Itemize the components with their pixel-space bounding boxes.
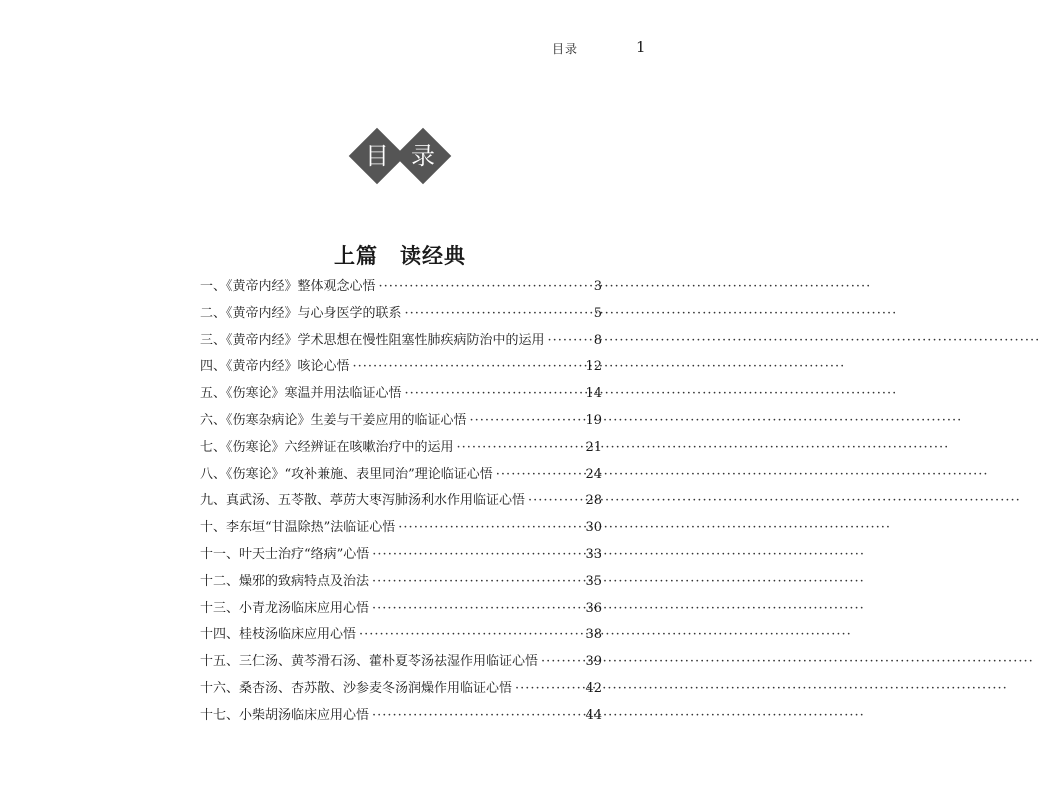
toc-entry[interactable]	[200, 623, 602, 650]
dot-leader	[372, 547, 582, 562]
toc-entry-title: 九、真武汤、五苓散、葶苈大枣泻肺汤利水作用临证心悟	[200, 493, 526, 509]
dot-leader	[470, 413, 583, 428]
toc-entry-title: 四、《黄帝内经》咳论心悟	[200, 359, 350, 375]
section-title: 上篇 读经典	[334, 243, 466, 268]
toc-entry-page: 38	[585, 627, 602, 643]
toc-entry[interactable]	[200, 570, 602, 597]
dot-leader	[359, 627, 582, 642]
dot-leader	[372, 601, 582, 616]
toc-entry-title: 十五、三仁汤、黄芩滑石汤、藿朴夏苓汤祛湿作用临证心悟	[200, 654, 539, 670]
toc-entry-title: 三、《黄帝内经》学术思想在慢性阻塞性肺疾病防治中的运用	[200, 332, 545, 348]
toc-entry[interactable]	[200, 302, 602, 329]
toc-entry-title: 六、《伤寒杂病论》生姜与干姜应用的临证心悟	[200, 412, 467, 428]
toc-entry[interactable]	[200, 677, 602, 704]
dot-leader	[372, 708, 582, 723]
dot-leader	[548, 333, 589, 348]
toc-entry[interactable]	[200, 409, 602, 436]
toc-entry-title: 十三、小青龙汤临床应用心悟	[200, 600, 370, 616]
toc-entry-page: 12	[585, 359, 602, 375]
toc-entry[interactable]	[200, 704, 602, 731]
toc-entry-page: 44	[585, 707, 602, 723]
toc-entry[interactable]	[200, 329, 602, 356]
toc-entry-title: 十一、叶天士治疗“络病”心悟	[200, 546, 370, 562]
dot-leader	[405, 306, 589, 321]
toc-entry-title: 五、《伤寒论》寒温并用法临证心悟	[200, 386, 402, 402]
toc-entry-title: 七、《伤寒论》六经辨证在咳嗽治疗中的运用	[200, 439, 454, 455]
dot-leader	[398, 520, 582, 535]
page-number: 1	[636, 38, 646, 56]
toc-entry[interactable]	[200, 516, 602, 543]
toc-entry[interactable]	[200, 543, 602, 570]
toc-entry-title: 十七、小柴胡汤临床应用心悟	[200, 707, 370, 723]
toc-entry[interactable]	[200, 275, 602, 302]
toc-entry-page: 21	[585, 439, 602, 455]
toc-entry-page: 14	[585, 386, 602, 402]
toc-entry-page: 35	[585, 573, 602, 589]
page-title-char-2: 录	[411, 142, 435, 170]
table-of-contents	[200, 275, 602, 731]
toc-entry-title: 十六、桑杏汤、杏苏散、沙参麦冬汤润燥作用临证心悟	[200, 680, 513, 696]
dot-leader	[496, 467, 583, 482]
toc-entry-title: 十二、燥邪的致病特点及治法	[200, 573, 370, 589]
dot-leader	[372, 574, 582, 589]
toc-entry-page: 5	[593, 305, 602, 321]
toc-entry[interactable]	[200, 463, 602, 490]
dot-leader	[541, 654, 582, 669]
toc-entry-page: 24	[585, 466, 602, 482]
dot-leader	[405, 386, 583, 401]
toc-entry[interactable]	[200, 650, 602, 677]
toc-entry-page: 3	[593, 279, 602, 294]
dot-leader	[353, 359, 583, 374]
toc-entry[interactable]	[200, 489, 602, 516]
toc-entry-page: 28	[585, 493, 602, 509]
toc-entry-page: 33	[585, 546, 602, 562]
page-title-char-1: 目	[365, 142, 389, 170]
toc-entry[interactable]	[200, 436, 602, 463]
dot-leader	[528, 493, 582, 508]
toc-entry-title: 二、《黄帝内经》与心身医学的联系	[200, 305, 402, 321]
dot-leader	[457, 440, 583, 455]
toc-entry-page: 39	[585, 654, 602, 670]
toc-entry-title: 一、《黄帝内经》整体观念心悟	[200, 279, 376, 294]
toc-entry[interactable]	[200, 382, 602, 409]
toc-entry-page: 42	[585, 680, 602, 696]
toc-entry-page: 36	[585, 600, 602, 616]
toc-entry[interactable]	[200, 355, 602, 382]
toc-entry-title: 八、《伤寒论》“攻补兼施、表里同治”理论临证心悟	[200, 466, 493, 482]
dot-leader	[379, 279, 589, 294]
toc-entry-page: 30	[585, 520, 602, 536]
toc-entry-page: 19	[585, 412, 602, 428]
toc-entry-page: 8	[593, 332, 602, 348]
dot-leader	[515, 681, 582, 696]
running-header: 目录	[552, 42, 579, 56]
toc-entry-title: 十四、桂枝汤临床应用心悟	[200, 627, 357, 643]
toc-entry[interactable]	[200, 597, 602, 624]
toc-entry-title: 十、李东垣“甘温除热”法临证心悟	[200, 520, 396, 536]
